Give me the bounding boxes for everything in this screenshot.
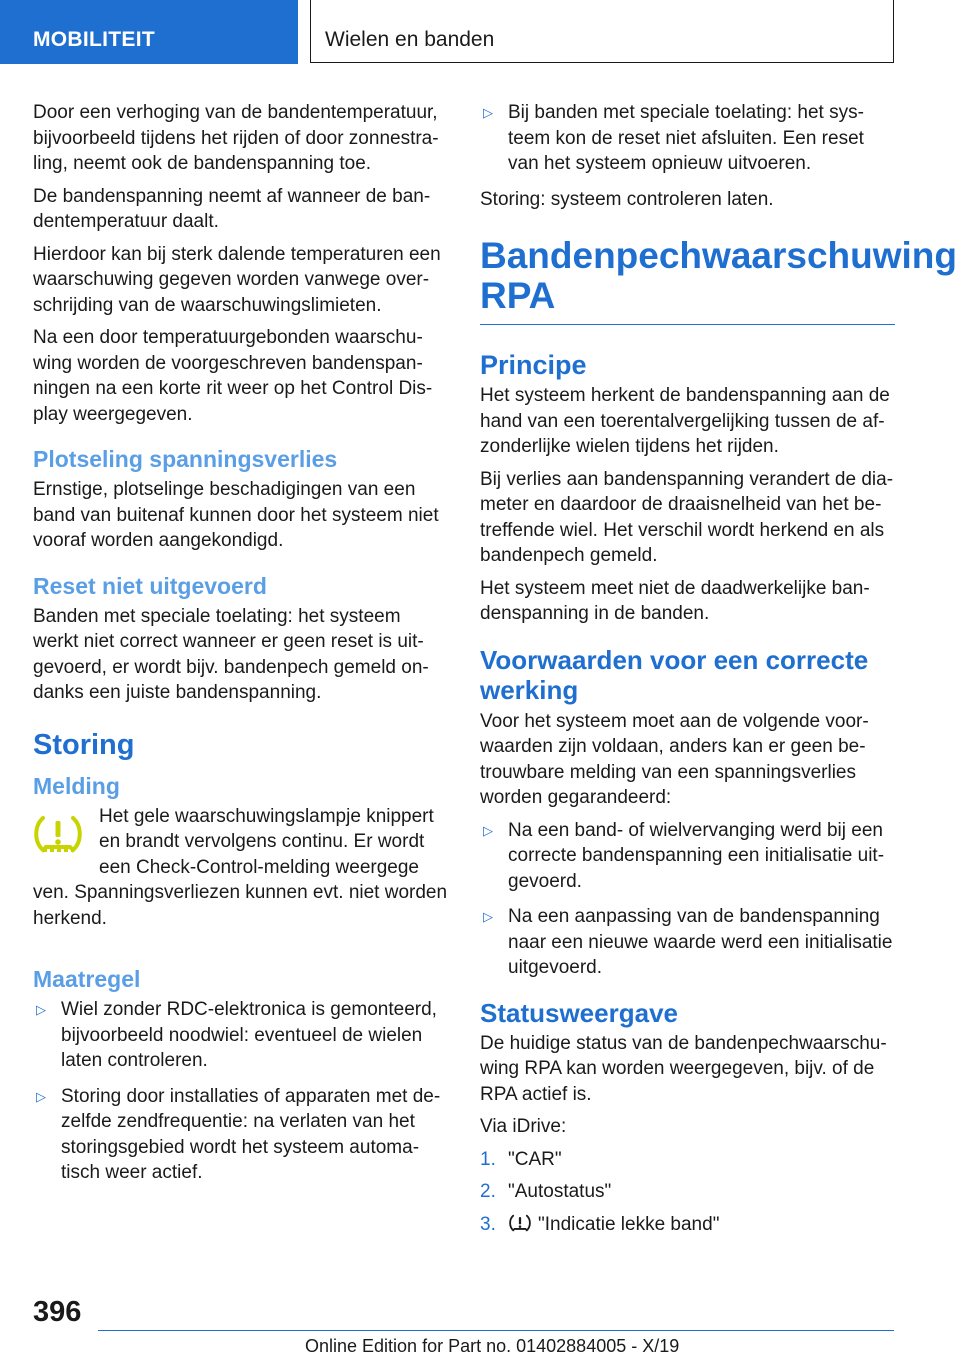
paragraph: Banden met speciale toelating: het systeem werkt niet correct wanneer er geen reset is uitgevoerd, er wordt bijv. bandenpech gemeld ondanks een juiste bandenspanning. <box>33 605 429 703</box>
paragraph: Door een verhoging van de bandentemperatuur, bijvoorbeeld tijdens het rijden of door zonnestraling, neemt ook de bandenspanning toe. <box>33 102 439 174</box>
paragraph: Bij verlies aan bandenspanning verandert de diameter en daardoor de draaisnelheid van het betreffende wiel. Het verschil wordt herkend en als bandenpech gemeld. <box>480 468 894 566</box>
heading-maatregel: Maatregel <box>33 966 141 992</box>
edition-note: Online Edition for Part no. 01402884005 - X/19 <box>305 1336 680 1356</box>
list-item: ▷ Na een band- of wielvervanging werd bij een correcte bandenspanning een initialisatie uitgevoerd. <box>483 819 885 892</box>
tire-pressure-warning-icon <box>33 812 83 856</box>
chapter-title: Wielen en banden <box>325 28 495 51</box>
list-item: ▷ Storing door installaties of apparaten met dezelfde zendfrequentie: na verlaten van het storingsgebied wordt het systeem automatisch weer actief. <box>36 1085 441 1183</box>
heading-reset: Reset niet uitgevoerd <box>33 572 267 599</box>
right-column <box>480 100 957 1244</box>
footer-divider <box>98 1330 894 1331</box>
list-item: ▷ Na een aanpassing van de bandenspanning naar een nieuwe waarde werd een initialisatie uitgevoerd. <box>483 906 893 978</box>
page-number: 396 <box>33 1296 82 1328</box>
bullet-triangle-icon: ▷ <box>483 909 493 924</box>
heading-storing: Storing <box>33 728 135 761</box>
list-item: 1. "CAR" <box>480 1148 562 1170</box>
left-column <box>33 100 448 1196</box>
paragraph: Storing: systeem controleren laten. <box>480 188 774 210</box>
warning-block <box>33 804 448 932</box>
section-tab <box>0 0 298 64</box>
list-item: 3. "Indicatie lekke band" <box>480 1213 720 1235</box>
paragraph: Ernstige, plotselinge beschadigingen van een band van buitenaf kunnen door het systeem niet vooraf worden aangekondigd. <box>33 479 439 551</box>
chapter-tab <box>310 0 894 63</box>
section-title: MOBILITEIT <box>33 28 155 51</box>
paragraph: Voor het systeem moet aan de volgende voorwaarden zijn voldaan, anders kan er geen betrouwbare melding van een spanningsverlies worden gegarandeerd: <box>480 710 869 808</box>
heading-sudden-loss: Plotseling spanningsverlies <box>33 446 338 472</box>
bullet-triangle-icon: ▷ <box>483 105 493 120</box>
list-item: ▷ Wiel zonder RDC-elektronica is gemonteerd, bijvoorbeeld noodwiel: eventueel de wielen laten controleren. <box>36 999 437 1071</box>
paragraph: Na een door temperatuurgebonden waarschuwing worden de voorgeschreven bandenspanningen na een korte rit weer op het Control Display weergegeven. <box>33 327 433 425</box>
tire-pressure-warning-icon <box>508 1213 532 1233</box>
heading-voorwaarden: Voorwaarden voor een correcte werking <box>480 644 869 705</box>
paragraph: Hierdoor kan bij sterk dalende temperaturen een waarschuwing gegeven worden vanwege overschrijding van de waarschuwingslimieten. <box>33 243 441 316</box>
paragraph: ven. Spanningsverliezen kunnen evt. niet worden herkend. <box>33 882 448 929</box>
heading-principe: Principe <box>480 350 587 380</box>
heading-statusweergave: Statusweergave <box>480 997 678 1028</box>
heading-melding: Melding <box>33 772 120 799</box>
bullet-triangle-icon: ▷ <box>36 1088 46 1104</box>
paragraph: De huidige status van de bandenpechwaarschuwing RPA kan worden weergegeven, bijv. of de RPA actief is. <box>480 1032 887 1105</box>
paragraph: Het systeem herkent de bandenspanning aan de hand van een toerentalvergelijking tussen de afzonderlijke wielen tijdens het rijden. <box>480 385 890 457</box>
paragraph: Het gele waarschuwingslampje knippert en brandt vervolgens continu. Er wordt een Check-Control-melding weergege <box>99 805 434 878</box>
paragraph: De bandenspanning neemt af wanneer de bandentemperatuur daalt. <box>33 185 431 232</box>
bullet-triangle-icon: ▷ <box>483 822 493 838</box>
heading-rpa: Bandenpechwaarschuwing RPA <box>480 236 895 325</box>
bullet-triangle-icon: ▷ <box>36 1002 46 1017</box>
paragraph: Het systeem meet niet de daadwerkelijke bandenspanning in de banden. <box>480 577 870 624</box>
list-item: ▷ Bij banden met speciale toelating: het systeem kon de reset niet afsluiten. Een reset van het systeem opnieuw uitvoeren. <box>483 102 864 174</box>
list-item: 2. "Autostatus" <box>480 1181 612 1202</box>
paragraph: Via iDrive: <box>480 1116 567 1137</box>
